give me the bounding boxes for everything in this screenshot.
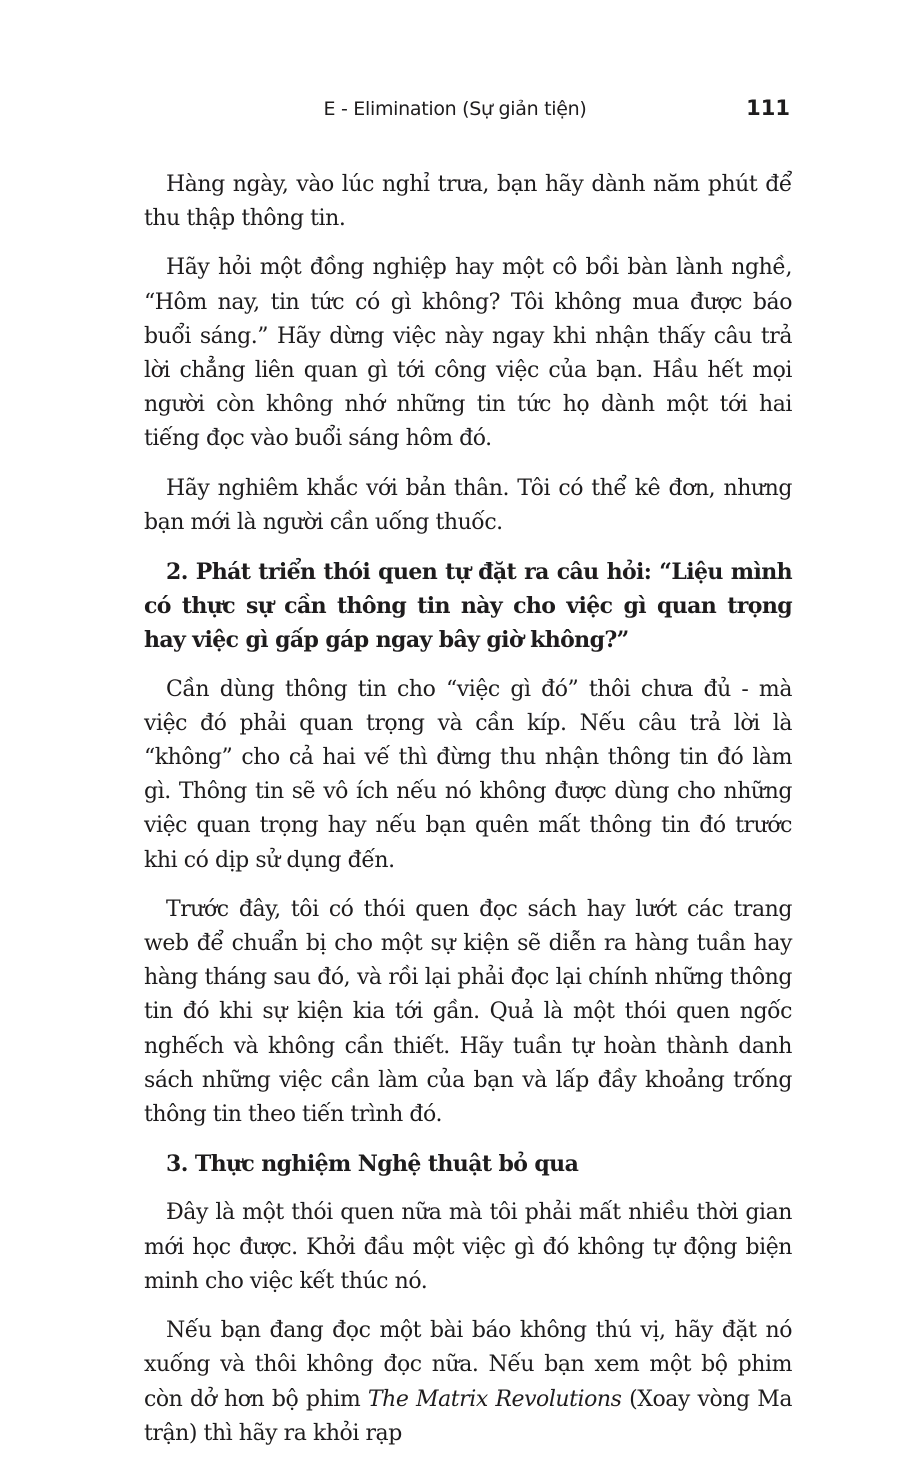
section-heading: 2. Phát triển thói quen tự đặt ra câu hỏi: “Liệu mình có thực sự cần thông tin này cho việc gì quan trọng hay việc gì gấp gáp ngay bây giờ không?”: [144, 559, 792, 654]
paragraph: Hàng ngày, vào lúc nghỉ trưa, bạn hãy dành năm phút để thu thập thông tin.: [144, 172, 792, 232]
chapter-title: E - Elimination (Sự giản tiện): [323, 98, 587, 120]
paragraph-text: Nếu bạn đang đọc một bài báo không thú vị, hãy đặt nó xuống và thôi không đọc nữa. Nếu bạn xem một bộ phim còn dở hơn bộ phim: [144, 1318, 792, 1412]
section-heading: 3. Thực nghiệm Nghệ thuật bỏ qua: [166, 1151, 579, 1178]
film-title: The Matrix Revolutions: [367, 1386, 622, 1412]
running-header: [120, 96, 790, 126]
paragraph: Hãy nghiêm khắc với bản thân. Tôi có thể kê đơn, nhưng bạn mới là người cần uống thuốc.: [144, 475, 792, 535]
page-number: 111: [746, 96, 790, 120]
paragraph-text: (Xoay vòng Ma trận) thì hãy ra khỏi rạp: [144, 1386, 792, 1446]
paragraph: Cần dùng thông tin cho “việc gì đó” thôi chưa đủ - mà việc đó phải quan trọng và cần kíp. Nếu câu trả lời là “không” cho cả hai vế thì đừng thu nhận thông tin đó làm gì. Thông tin sẽ vô ích nếu nó không được dùng cho những việc quan trọng hay nếu bạn quên mất thông tin đó trước khi có dịp sử dụng đến.: [144, 676, 792, 873]
paragraph: Hãy hỏi một đồng nghiệp hay một cô bồi bàn lành nghề, “Hôm nay, tin tức có gì không? Tôi không mua được báo buổi sáng.” Hãy dừng việc này ngay khi nhận thấy câu trả lời chẳng liên quan gì tới công việc của bạn. Hầu hết mọi người còn không nhớ những tin tức họ dành một tới hai tiếng đọc vào buổi sáng hôm đó.: [144, 255, 792, 452]
paragraph: Đây là một thói quen nữa mà tôi phải mất nhiều thời gian mới học được. Khởi đầu một việc gì đó không tự động biện minh cho việc kết thúc nó.: [144, 1200, 792, 1294]
paragraph: Trước đây, tôi có thói quen đọc sách hay lướt các trang web để chuẩn bị cho một sự kiện sẽ diễn ra hàng tuần hay hàng tháng sau đó, và rồi lại phải đọc lại chính những thông tin đó khi sự kiện kia tới gần. Quả là một thói quen ngốc nghếch và không cần thiết. Hãy tuần tự hoàn thành danh sách những việc cần làm của bạn và lấp đầy khoảng trống thông tin theo tiến trình đó.: [144, 896, 792, 1128]
paragraph: [144, 1314, 792, 1451]
body-text: [144, 168, 792, 1466]
